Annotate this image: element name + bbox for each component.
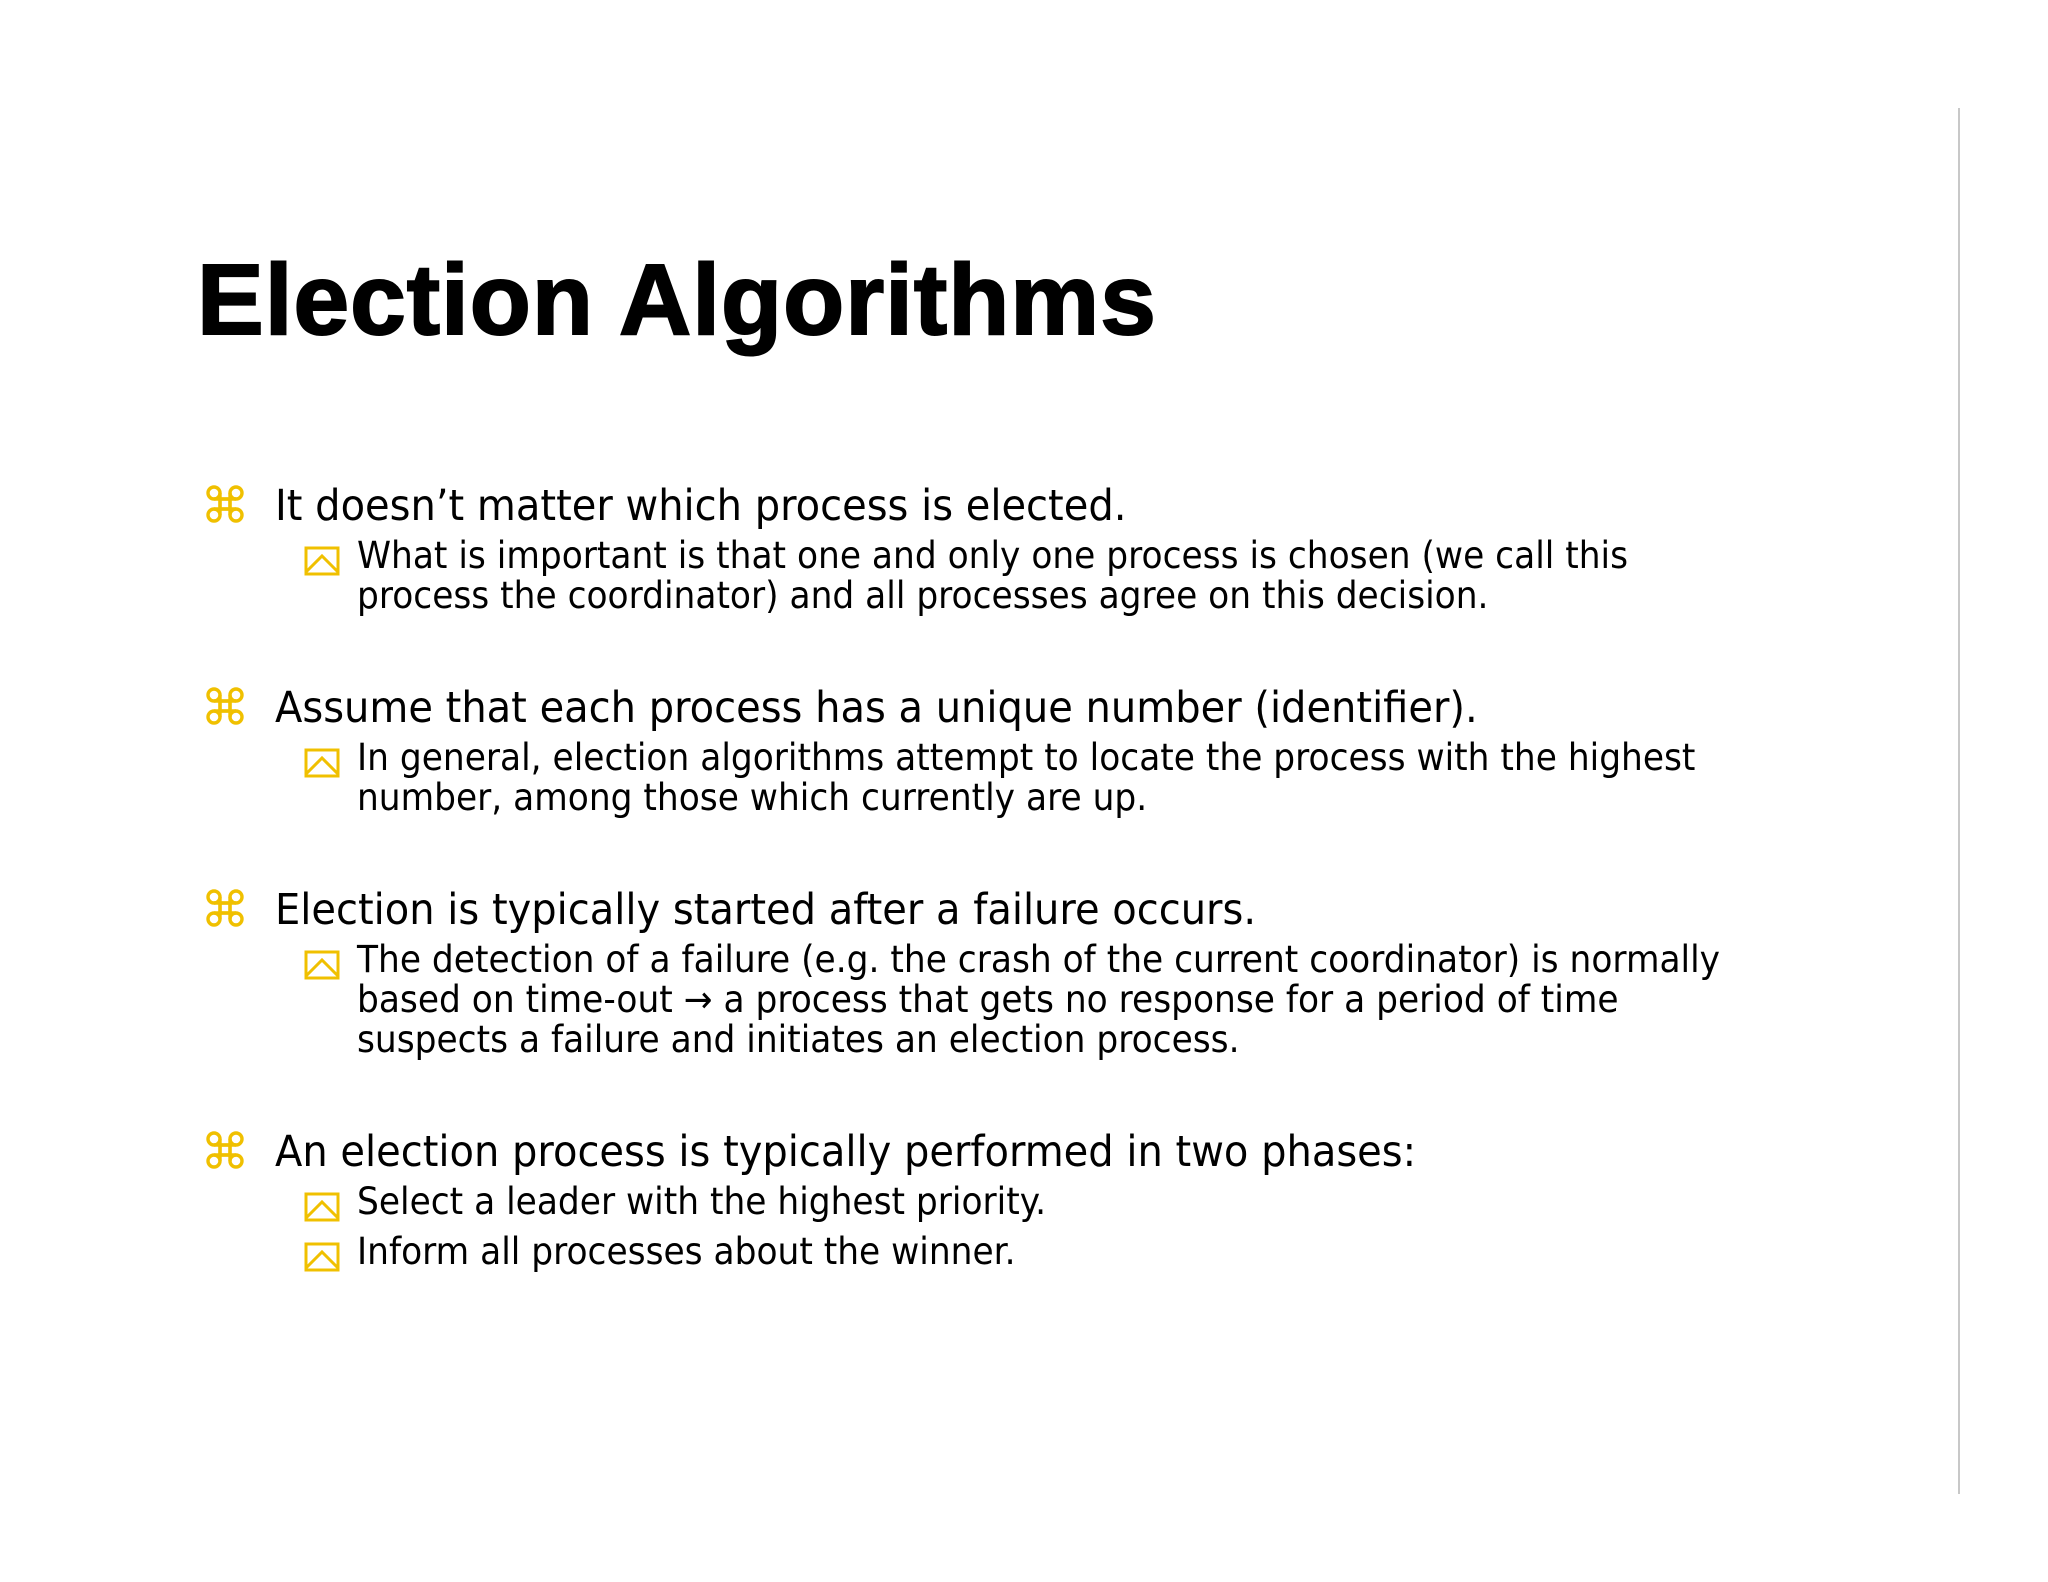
sub-bullet-list <box>0 738 1900 818</box>
sub-bullet-text: Inform all processes about the winner. <box>357 1230 1016 1273</box>
bullet-text: It doesn’t matter which process is elected. <box>275 481 1127 531</box>
bullet-item <box>0 1124 1900 1272</box>
sub-bullet-item <box>0 1182 1900 1222</box>
bullet-item <box>0 478 1900 616</box>
sub-bullet-item <box>0 536 1900 616</box>
bullet-text: An election process is typically performed in two phases: <box>275 1127 1417 1177</box>
bullet-main-line <box>0 1124 1900 1180</box>
sub-bullet-list <box>0 940 1900 1060</box>
envelope-icon <box>304 950 340 980</box>
command-icon <box>203 684 247 728</box>
bullet-main-line <box>0 882 1900 938</box>
sub-bullet-item <box>0 940 1900 1060</box>
sub-bullet-text: In general, election algorithms attempt to locate the process with the highest number, among those which currently are up. <box>357 736 1696 819</box>
command-icon <box>203 886 247 930</box>
envelope-icon <box>304 748 340 778</box>
sub-bullet-text: Select a leader with the highest priority. <box>357 1180 1047 1223</box>
command-icon <box>203 1128 247 1172</box>
bullet-text: Assume that each process has a unique number (identifier). <box>275 683 1478 733</box>
sub-bullet-list <box>0 536 1900 616</box>
bullet-item <box>0 882 1900 1060</box>
bullet-main-line <box>0 478 1900 534</box>
sub-bullet-text: The detection of a failure (e.g. the crash of the current coordinator) is normally based on time-out → a process that gets no response for a period of time suspects a failure and initiates an election process. <box>357 938 1721 1061</box>
sub-bullet-list <box>0 1182 1900 1272</box>
sub-bullet-text: What is important is that one and only one process is chosen (we call this process the coordinator) and all processes agree on this decision. <box>357 534 1629 617</box>
envelope-icon <box>304 1242 340 1272</box>
envelope-icon <box>304 546 340 576</box>
bullet-text: Election is typically started after a failure occurs. <box>275 885 1257 935</box>
envelope-icon <box>304 1192 340 1222</box>
sub-bullet-item <box>0 1232 1900 1272</box>
bullet-item <box>0 680 1900 818</box>
bullet-main-line <box>0 680 1900 736</box>
sub-bullet-item <box>0 738 1900 818</box>
command-icon <box>203 482 247 526</box>
slide-title: Election Algorithms <box>197 244 1157 356</box>
